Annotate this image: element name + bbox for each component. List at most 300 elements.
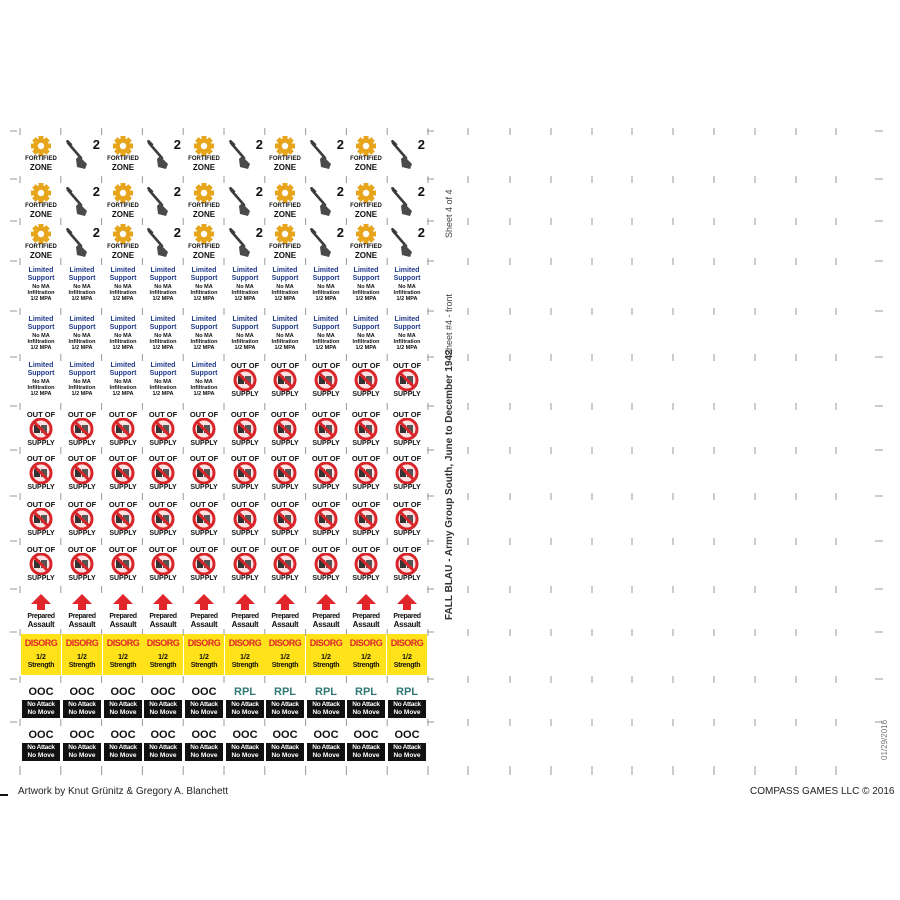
limited-line5: 1/2 MPA [152, 391, 174, 397]
oos-line2: SUPPLY [271, 575, 299, 582]
limited-counter [184, 264, 224, 305]
disorg-line1: DISORG [390, 638, 424, 648]
oos-line2: SUPPLY [190, 575, 218, 582]
shovel-icon [65, 228, 91, 263]
limited-line1: Limited [232, 267, 258, 274]
ooc-line1: OOC [232, 729, 258, 741]
fortified-line1: FORTIFIED [188, 203, 220, 209]
oos-line2: SUPPLY [271, 484, 299, 491]
oos-line2: SUPPLY [231, 391, 259, 398]
prepared-counter [21, 591, 61, 632]
ooc-line2: No Attack [231, 744, 259, 751]
limited-line2: Support [109, 324, 137, 331]
disorg-line3: Strength [27, 662, 55, 669]
oos-counter [103, 452, 143, 493]
limited-counter [143, 313, 183, 354]
arrow-up-icon [153, 594, 173, 615]
limited-line1: Limited [353, 316, 379, 323]
fortified-line1: FORTIFIED [188, 244, 220, 250]
fortified-line2: ZONE [111, 251, 135, 260]
oos-counter [62, 498, 102, 539]
ooc-counter [21, 724, 61, 765]
oos-line1: OUT OF [189, 545, 219, 554]
oos-line1: OUT OF [108, 500, 138, 509]
oos-counter [143, 543, 183, 584]
fortified-line1: FORTIFIED [269, 203, 301, 209]
limited-line3: No MA [195, 379, 213, 385]
ooc-line1: OOC [191, 729, 217, 741]
limited-line2: Support [68, 370, 96, 377]
arrow-up-icon [194, 594, 214, 615]
limited-line5: 1/2 MPA [193, 296, 215, 302]
ooc-line1: OOC [110, 729, 136, 741]
oos-line1: OUT OF [392, 545, 422, 554]
limited-line3: No MA [317, 284, 335, 290]
limited-line2: Support [352, 275, 380, 282]
ooc-line1: OOC [313, 729, 339, 741]
rpl-counter [346, 681, 386, 722]
limited-counter [387, 264, 427, 305]
oos-counter [62, 452, 102, 493]
ooc-counter [184, 681, 224, 722]
prepared-line1: Prepared [312, 613, 340, 620]
oos-line2: SUPPLY [109, 575, 137, 582]
limited-line2: Support [231, 275, 259, 282]
limited-line1: Limited [272, 267, 298, 274]
oos-line1: OUT OF [230, 410, 260, 419]
ooc-line3: No Move [68, 709, 96, 716]
oos-counter [225, 359, 265, 400]
shovel-icon [228, 140, 254, 175]
oos-line2: SUPPLY [190, 530, 218, 537]
fortified-counter [103, 181, 143, 222]
limited-line5: 1/2 MPA [71, 296, 93, 302]
shovel-value: 2 [417, 137, 425, 152]
limited-line2: Support [312, 275, 340, 282]
oos-line1: OUT OF [26, 454, 56, 463]
limited-line1: Limited [272, 316, 298, 323]
oos-line2: SUPPLY [352, 575, 380, 582]
limited-counter [21, 313, 61, 354]
limited-line1: Limited [313, 267, 339, 274]
limited-line5: 1/2 MPA [71, 391, 93, 397]
prepared-counter [62, 591, 102, 632]
limited-line2: Support [68, 324, 96, 331]
limited-line3: No MA [398, 333, 416, 339]
limited-line2: Support [27, 275, 55, 282]
fortified-counter [184, 181, 224, 222]
ooc-counter [62, 681, 102, 722]
sheet-number-vertical: Sheet 4 of 4 [444, 189, 454, 238]
ooc-line3: No Move [352, 752, 380, 759]
limited-line4: Infiltration [393, 339, 421, 345]
oos-line2: SUPPLY [109, 530, 137, 537]
shovel-value: 2 [92, 137, 100, 152]
limited-counter [265, 313, 305, 354]
shovel-icon [146, 228, 172, 263]
limited-line4: Infiltration [312, 339, 340, 345]
disorg-line3: Strength [352, 662, 380, 669]
fortified-counter [346, 222, 386, 263]
prepared-counter [184, 591, 224, 632]
disorg-line2: 1/2 [36, 654, 46, 661]
oos-line1: OUT OF [67, 454, 97, 463]
ooc-line3: No Move [393, 752, 421, 759]
limited-counter [225, 264, 265, 305]
oos-line2: SUPPLY [27, 440, 55, 447]
ooc-counter [103, 681, 143, 722]
oos-line1: OUT OF [230, 454, 260, 463]
limited-line4: Infiltration [312, 290, 340, 296]
prepared-line2: Assault [271, 620, 299, 629]
shovel-icon [390, 187, 416, 222]
prepared-line2: Assault [231, 620, 259, 629]
limited-line5: 1/2 MPA [193, 345, 215, 351]
shovel-value: 2 [336, 225, 344, 240]
limited-line3: No MA [114, 379, 132, 385]
limited-line2: Support [27, 370, 55, 377]
prepared-line2: Assault [393, 620, 421, 629]
ooc-counter [103, 724, 143, 765]
prepared-counter [387, 591, 427, 632]
limited-line4: Infiltration [68, 290, 96, 296]
shovel-counter [62, 181, 102, 222]
oos-counter [265, 452, 305, 493]
ooc-line2: No Attack [68, 701, 96, 708]
oos-line1: OUT OF [351, 500, 381, 509]
oos-counter [21, 543, 61, 584]
limited-line3: No MA [32, 379, 50, 385]
shovel-value: 2 [417, 225, 425, 240]
sheet-id-vertical: Sheet #4 - front [444, 293, 454, 356]
ooc-line1: OOC [353, 729, 379, 741]
ooc-line2: No Attack [27, 701, 55, 708]
oos-line1: OUT OF [392, 361, 422, 370]
disorg-line2: 1/2 [402, 654, 412, 661]
ooc-line1: OOC [110, 686, 136, 698]
prepared-line2: Assault [27, 620, 55, 629]
fortified-line2: ZONE [29, 163, 53, 172]
limited-line4: Infiltration [231, 290, 259, 296]
limited-counter [143, 359, 183, 400]
limited-line1: Limited [150, 267, 176, 274]
ooc-line3: No Move [27, 752, 55, 759]
oos-line1: OUT OF [230, 545, 260, 554]
fortified-line1: FORTIFIED [350, 203, 382, 209]
limited-counter [346, 264, 386, 305]
limited-counter [103, 359, 143, 400]
shovel-counter [143, 134, 183, 175]
limited-line2: Support [393, 275, 421, 282]
oos-line1: OUT OF [311, 454, 341, 463]
oos-line1: OUT OF [189, 410, 219, 419]
limited-line4: Infiltration [231, 339, 259, 345]
limited-line5: 1/2 MPA [30, 345, 52, 351]
limited-line2: Support [149, 370, 177, 377]
oos-line1: OUT OF [148, 500, 178, 509]
limited-line4: Infiltration [271, 339, 299, 345]
limited-line4: Infiltration [149, 290, 177, 296]
oos-line1: OUT OF [189, 454, 219, 463]
oos-line2: SUPPLY [149, 484, 177, 491]
fortified-line1: FORTIFIED [188, 156, 220, 162]
disorg-counter [184, 634, 224, 675]
shovel-value: 2 [255, 184, 263, 199]
prepared-line1: Prepared [393, 613, 421, 620]
fortified-counter [346, 134, 386, 175]
prepared-line1: Prepared [352, 613, 380, 620]
ooc-line3: No Move [68, 752, 96, 759]
oos-line2: SUPPLY [68, 484, 96, 491]
disorg-line3: Strength [149, 662, 177, 669]
oos-line2: SUPPLY [231, 530, 259, 537]
prepared-counter [346, 591, 386, 632]
limited-line2: Support [149, 275, 177, 282]
disorg-counter [387, 634, 427, 675]
limited-line3: No MA [32, 333, 50, 339]
shovel-value: 2 [336, 137, 344, 152]
ooc-line2: No Attack [109, 701, 137, 708]
disorg-line1: DISORG [65, 638, 99, 648]
disorg-line3: Strength [271, 662, 299, 669]
limited-line5: 1/2 MPA [193, 391, 215, 397]
ooc-line3: No Move [312, 752, 340, 759]
oos-line1: OUT OF [230, 361, 260, 370]
prepared-line2: Assault [68, 620, 96, 629]
oos-counter [265, 543, 305, 584]
rpl-line1: RPL [315, 686, 337, 698]
rpl-line1: RPL [234, 686, 256, 698]
limited-counter [21, 264, 61, 305]
limited-line3: No MA [195, 333, 213, 339]
fortified-line2: ZONE [354, 210, 378, 219]
oos-counter [62, 408, 102, 449]
shovel-icon [309, 228, 335, 263]
fortified-line2: ZONE [273, 210, 297, 219]
oos-counter [387, 498, 427, 539]
rpl-line3: No Move [271, 709, 299, 716]
limited-line1: Limited [69, 362, 95, 369]
ooc-line1: OOC [69, 729, 95, 741]
prepared-counter [143, 591, 183, 632]
ooc-line3: No Move [109, 752, 137, 759]
disorg-line2: 1/2 [118, 654, 128, 661]
limited-line1: Limited [191, 316, 217, 323]
ooc-counter [306, 724, 346, 765]
shovel-icon [65, 140, 91, 175]
limited-line3: No MA [398, 284, 416, 290]
oos-counter [143, 408, 183, 449]
oos-line2: SUPPLY [149, 575, 177, 582]
ooc-counter [387, 724, 427, 765]
disorg-line1: DISORG [24, 638, 58, 648]
limited-line5: 1/2 MPA [112, 391, 134, 397]
oos-line1: OUT OF [148, 410, 178, 419]
oos-line2: SUPPLY [149, 440, 177, 447]
limited-counter [225, 313, 265, 354]
limited-line2: Support [27, 324, 55, 331]
limited-line1: Limited [110, 316, 136, 323]
fortified-line1: FORTIFIED [25, 156, 57, 162]
rpl-line3: No Move [352, 709, 380, 716]
oos-counter [265, 498, 305, 539]
limited-counter [62, 359, 102, 400]
shovel-counter [62, 222, 102, 263]
oos-counter [184, 498, 224, 539]
oos-line2: SUPPLY [352, 391, 380, 398]
limited-counter [306, 313, 346, 354]
limited-line4: Infiltration [68, 385, 96, 391]
oos-line2: SUPPLY [231, 484, 259, 491]
oos-counter [306, 543, 346, 584]
oos-counter [387, 543, 427, 584]
oos-line2: SUPPLY [312, 440, 340, 447]
arrow-up-icon [397, 594, 417, 615]
limited-counter [346, 313, 386, 354]
limited-line1: Limited [232, 316, 258, 323]
fortified-counter [265, 222, 305, 263]
ooc-line2: No Attack [312, 744, 340, 751]
ooc-line1: OOC [272, 729, 298, 741]
fortified-line2: ZONE [354, 251, 378, 260]
fortified-line2: ZONE [111, 163, 135, 172]
shovel-icon [65, 187, 91, 222]
rpl-line2: No Attack [312, 701, 340, 708]
fortified-counter [265, 181, 305, 222]
limited-line1: Limited [28, 362, 54, 369]
oos-line1: OUT OF [67, 500, 97, 509]
oos-line1: OUT OF [67, 545, 97, 554]
limited-line3: No MA [357, 333, 375, 339]
limited-line5: 1/2 MPA [234, 345, 256, 351]
rpl-line1: RPL [355, 686, 377, 698]
fortified-counter [184, 134, 224, 175]
oos-line2: SUPPLY [27, 575, 55, 582]
rpl-counter [225, 681, 265, 722]
arrow-up-icon [235, 594, 255, 615]
oos-counter [21, 498, 61, 539]
limited-line2: Support [271, 275, 299, 282]
oos-line1: OUT OF [230, 500, 260, 509]
limited-line5: 1/2 MPA [355, 345, 377, 351]
prepared-line1: Prepared [27, 613, 55, 620]
oos-counter [225, 408, 265, 449]
limited-line4: Infiltration [109, 385, 137, 391]
limited-line1: Limited [28, 316, 54, 323]
limited-counter [62, 264, 102, 305]
oos-counter [184, 408, 224, 449]
oos-line2: SUPPLY [312, 484, 340, 491]
oos-counter [346, 543, 386, 584]
arrow-up-icon [72, 594, 92, 615]
oos-line2: SUPPLY [68, 440, 96, 447]
oos-line1: OUT OF [67, 410, 97, 419]
limited-line5: 1/2 MPA [152, 345, 174, 351]
disorg-counter [21, 634, 61, 675]
oos-line2: SUPPLY [312, 530, 340, 537]
oos-line2: SUPPLY [149, 530, 177, 537]
disorg-line1: DISORG [309, 638, 343, 648]
ooc-line3: No Move [190, 752, 218, 759]
disorg-line1: DISORG [146, 638, 180, 648]
limited-line2: Support [190, 275, 218, 282]
shovel-value: 2 [92, 225, 100, 240]
oos-line1: OUT OF [270, 454, 300, 463]
fortified-counter [346, 181, 386, 222]
fortified-line1: FORTIFIED [350, 156, 382, 162]
ooc-line3: No Move [149, 709, 177, 716]
limited-line4: Infiltration [352, 290, 380, 296]
limited-line3: No MA [114, 284, 132, 290]
shovel-counter [306, 181, 346, 222]
rpl-line3: No Move [231, 709, 259, 716]
oos-line1: OUT OF [392, 500, 422, 509]
oos-line2: SUPPLY [352, 440, 380, 447]
oos-line1: OUT OF [270, 545, 300, 554]
disorg-counter [225, 634, 265, 675]
prepared-counter [265, 591, 305, 632]
ooc-line3: No Move [109, 709, 137, 716]
ooc-line3: No Move [149, 752, 177, 759]
limited-line5: 1/2 MPA [112, 296, 134, 302]
ooc-line1: OOC [150, 686, 176, 698]
artwork-credit: Artwork by Knut Grünitz & Gregory A. Blanchett [18, 786, 229, 797]
shovel-icon [309, 140, 335, 175]
oos-counter [103, 543, 143, 584]
oos-line1: OUT OF [108, 545, 138, 554]
limited-line3: No MA [32, 284, 50, 290]
shovel-counter [225, 222, 265, 263]
limited-line3: No MA [276, 284, 294, 290]
limited-line5: 1/2 MPA [396, 345, 418, 351]
oos-counter [225, 452, 265, 493]
fortified-line2: ZONE [111, 210, 135, 219]
limited-line1: Limited [69, 316, 95, 323]
ooc-line1: OOC [28, 729, 54, 741]
oos-counter [225, 498, 265, 539]
ooc-counter [346, 724, 386, 765]
fortified-line2: ZONE [192, 163, 216, 172]
oos-counter [143, 498, 183, 539]
limited-line2: Support [352, 324, 380, 331]
oos-line1: OUT OF [392, 410, 422, 419]
limited-line5: 1/2 MPA [152, 296, 174, 302]
oos-line2: SUPPLY [231, 575, 259, 582]
oos-counter [103, 408, 143, 449]
prepared-line1: Prepared [190, 613, 218, 620]
ooc-line1: OOC [28, 686, 54, 698]
limited-counter [103, 313, 143, 354]
ooc-counter [143, 681, 183, 722]
limited-line2: Support [68, 275, 96, 282]
disorg-line1: DISORG [228, 638, 262, 648]
disorg-counter [143, 634, 183, 675]
fortified-line1: FORTIFIED [107, 156, 139, 162]
disorg-line3: Strength [109, 662, 137, 669]
rpl-counter [387, 681, 427, 722]
oos-line2: SUPPLY [393, 575, 421, 582]
shovel-counter [387, 134, 427, 175]
arrow-up-icon [316, 594, 336, 615]
rpl-line3: No Move [393, 709, 421, 716]
oos-line1: OUT OF [148, 454, 178, 463]
oos-line2: SUPPLY [27, 484, 55, 491]
limited-counter [103, 264, 143, 305]
limited-counter [184, 313, 224, 354]
oos-line1: OUT OF [311, 500, 341, 509]
limited-line3: No MA [114, 333, 132, 339]
oos-line1: OUT OF [392, 454, 422, 463]
